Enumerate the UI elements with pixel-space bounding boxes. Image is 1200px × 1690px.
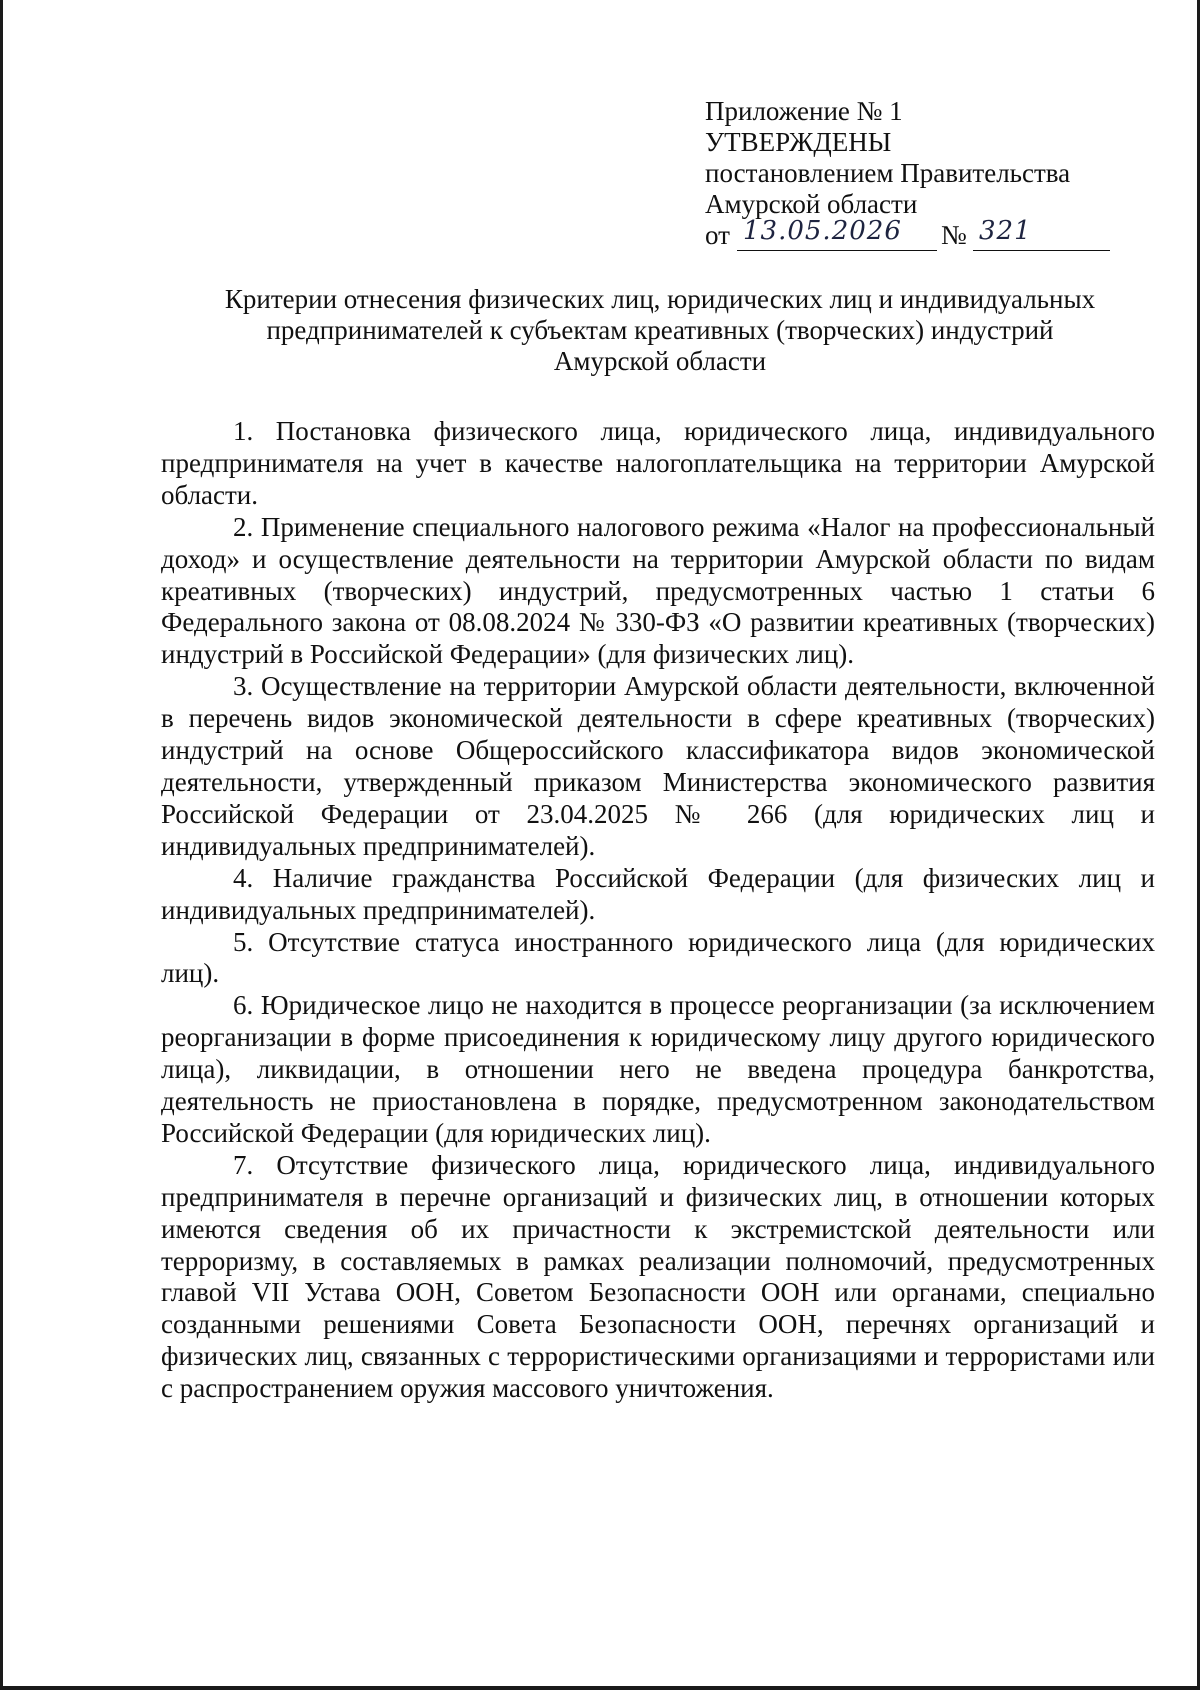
criterion-item-7: 7. Отсутствие физического лица, юридического лица, индивидуального предпринимателя в перечне организаций и физических лиц, в отношении которых имеются сведения об их причастности к экстремистской деятельности или терроризму, в составляемых в рамках реализации полномочий, предусмотренных главой VII Устава ООН, Советом Безопасности ООН или органами, специально созданными решениями Совета Безопасности ООН, перечнях организаций и физических лиц, связанных с террористическими организациями и террористами или с распространением оружия массового уничтожения. [161, 1149, 1155, 1404]
number-label: № [941, 220, 967, 250]
date-prefix: от [705, 220, 730, 250]
title-line-1: Критерии отнесения физических лиц, юридических лиц и индивидуальных [224, 284, 1096, 314]
criterion-item-2: 2. Применение специального налогового режима «Налог на профессиональный доход» и осуществление деятельности на территории Амурской области по видам креативных (творческих) индустрий, предусмотренных частью 1 статьи 6 Федерального закона от 08.08.2024 № 330-ФЗ «О развитии креативных (творческих) индустрий в Российской Федерации» (для физических лиц). [161, 511, 1155, 670]
criterion-item-4: 4. Наличие гражданства Российской Федерации (для физических лиц и индивидуальных предпринимателей). [161, 862, 1155, 925]
criterion-item-6: 6. Юридическое лицо не находится в процессе реорганизации (за исключением реорганизации в форме присоединения к юридическому лицу другого юридического лица), ликвидации, в отношении него не введена процедура банкротства, деятельность не приостановлена в порядке, предусмотренном законодательством Российской Федерации (для юридических лиц). [161, 990, 1155, 1148]
approval-block [705, 96, 1125, 260]
scan-edge-left [0, 0, 3, 1690]
title-line-3: Амурской области [553, 346, 767, 376]
region-label: Амурской области [705, 189, 918, 219]
criterion-item-5: 5. Отсутствие статуса иностранного юридического лица (для юридических лиц). [161, 926, 1155, 989]
date-number-line [705, 216, 1125, 260]
criterion-item-3: 3. Осуществление на территории Амурской области деятельности, включенной в перечень видов экономической деятельности в сфере креативных (творческих) индустрий на основе Общероссийского классификатора видов экономической деятельности, утвержденный приказом Министерства экономического развития Российской Федерации от 23.04.2025 № 266 (для юридических лиц и индивидуальных предпринимателей). [161, 671, 1155, 861]
number-field [973, 214, 1110, 251]
date-field [737, 214, 937, 251]
approved-label: УТВЕРЖДЕНЫ [705, 127, 892, 157]
scan-edge-bottom [0, 1686, 1200, 1690]
criteria-list [161, 416, 1155, 1405]
appendix-label: Приложение № 1 [705, 96, 903, 126]
criterion-item-1: 1. Постановка физического лица, юридического лица, индивидуального предпринимателя на учет в качестве налогоплательщика на территории Амурской области. [161, 416, 1155, 510]
title-line-2: предпринимателей к субъектам креативных (творческих) индустрий [266, 315, 1054, 345]
document-title [150, 284, 1170, 377]
handwritten-number: 321 [979, 216, 1032, 246]
resolution-label: постановлением Правительства [705, 158, 1071, 188]
handwritten-date: 13.05.2026 [743, 216, 902, 246]
